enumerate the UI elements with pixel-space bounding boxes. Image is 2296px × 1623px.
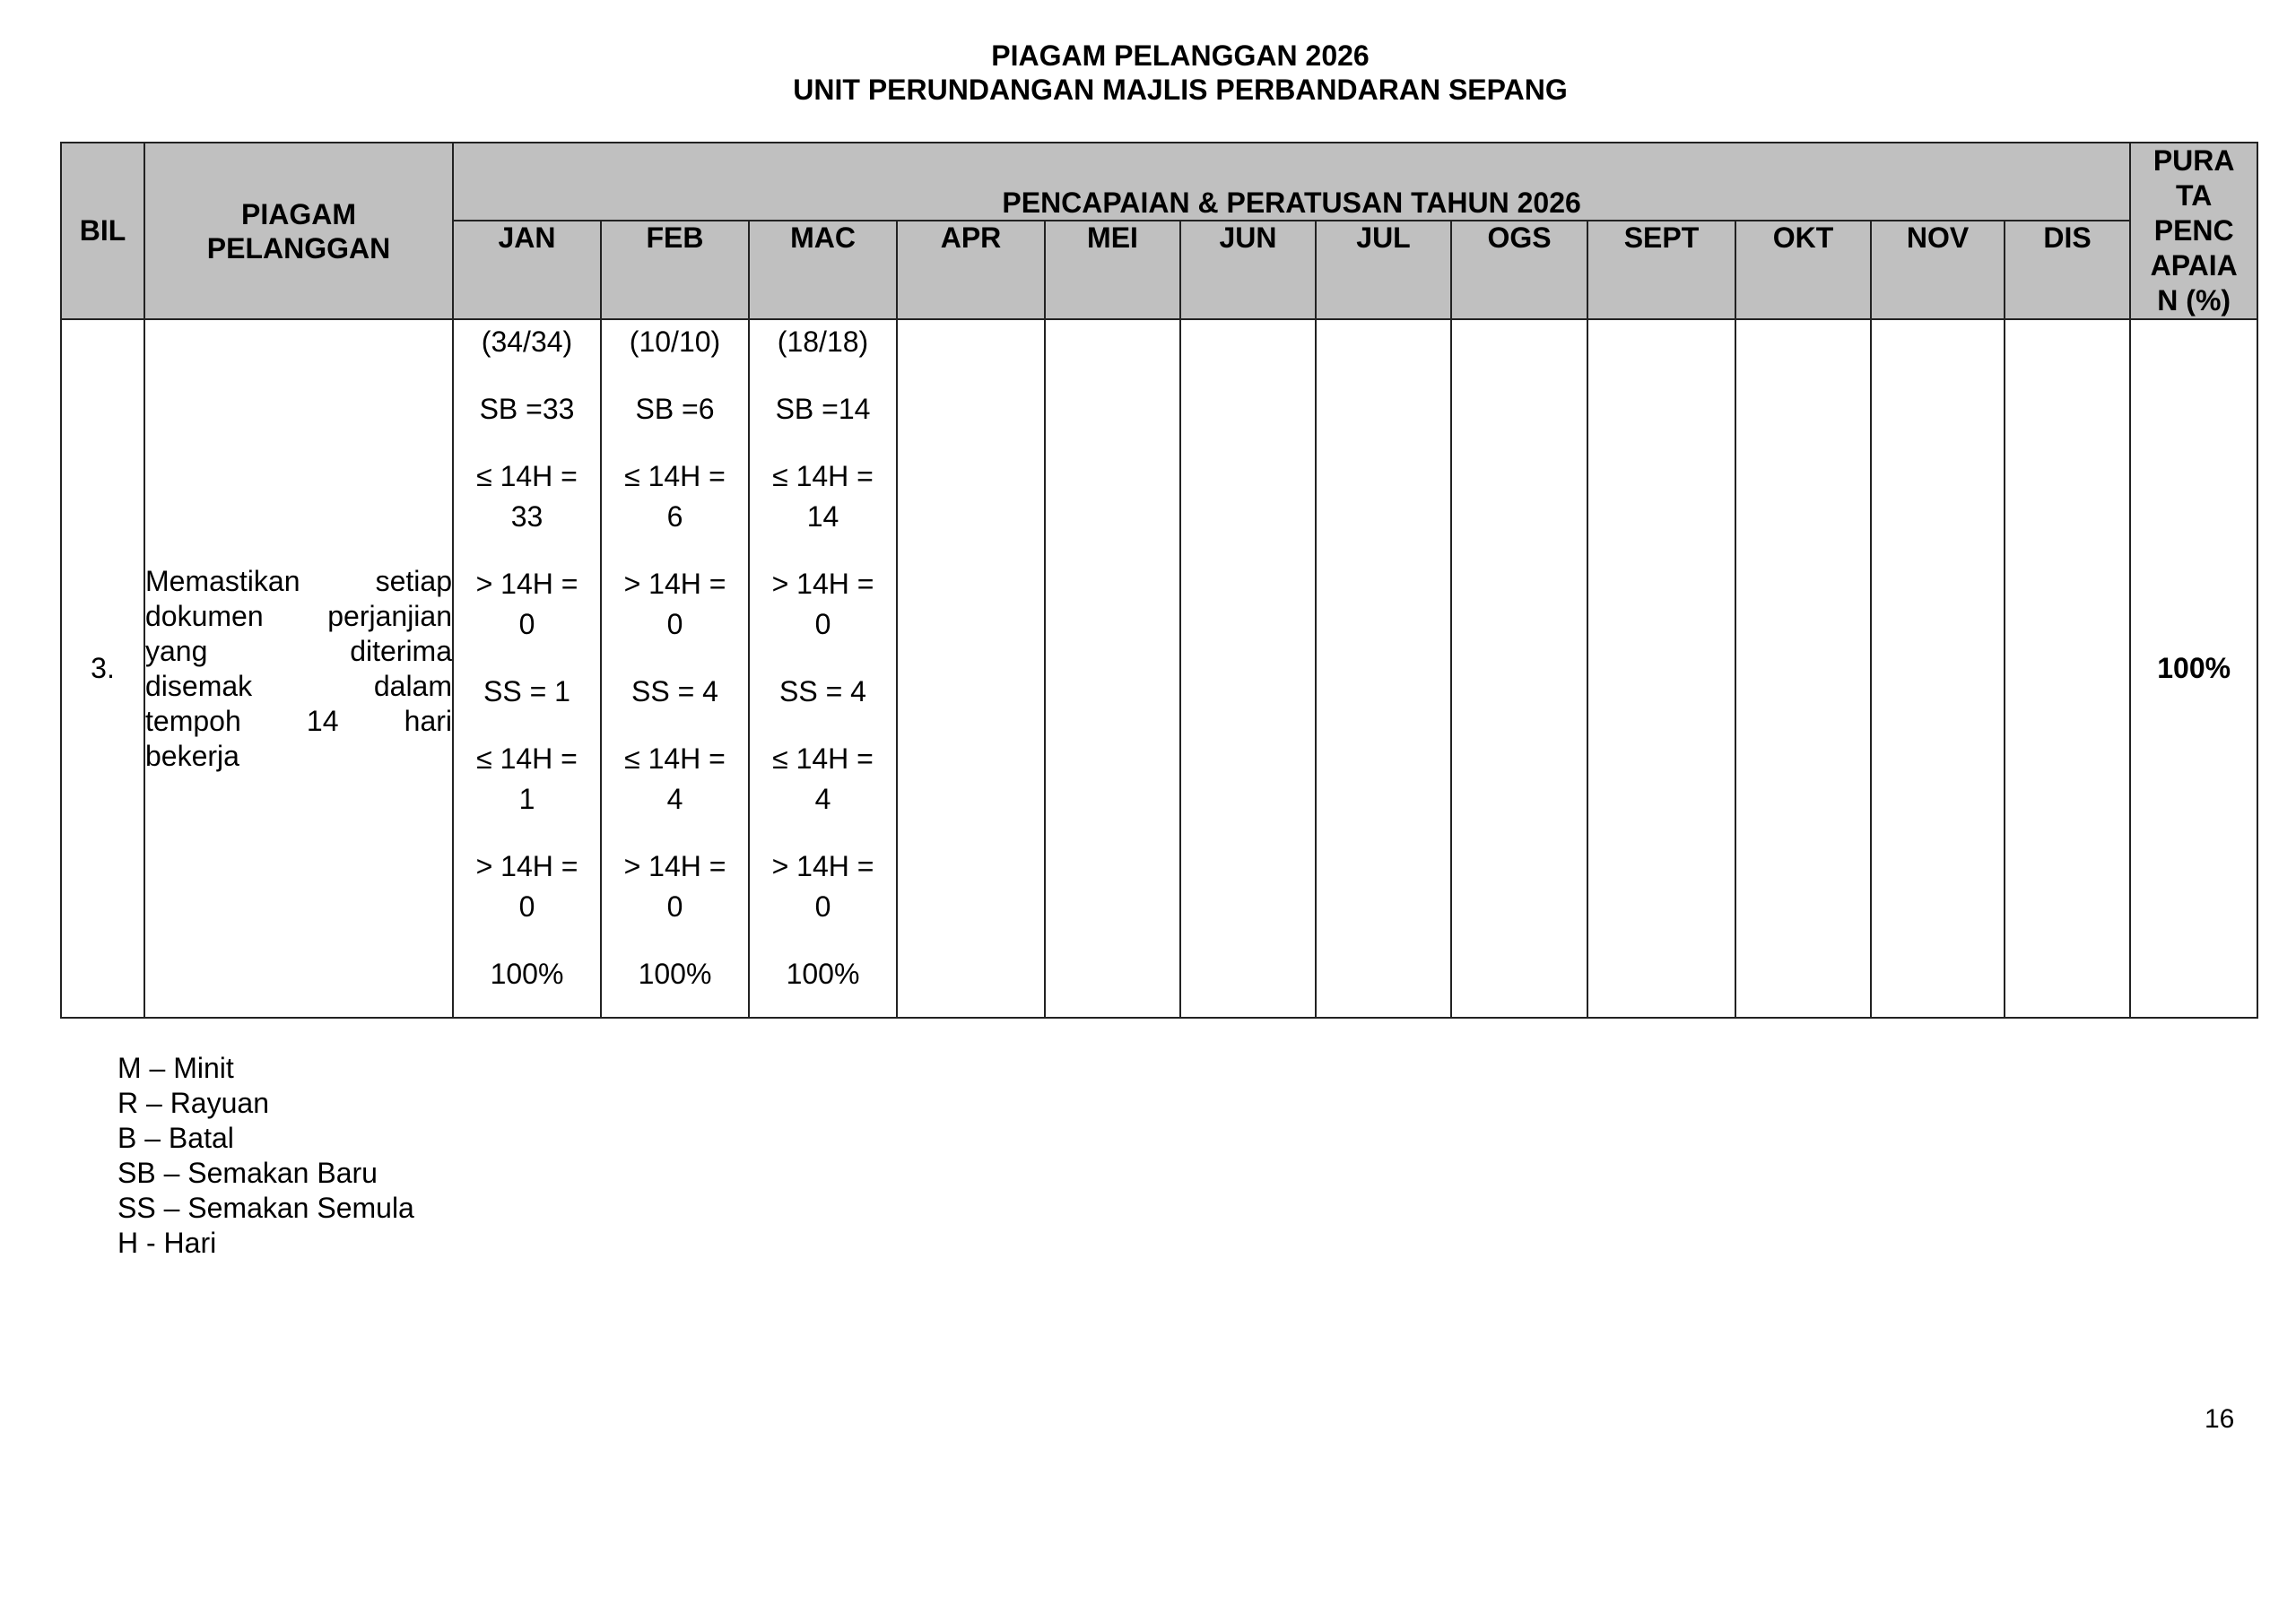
- description-line: [145, 599, 452, 634]
- description-word: setiap: [375, 564, 452, 597]
- month-entry-line: 100%: [786, 958, 860, 990]
- row-bil: 3.: [61, 319, 144, 1018]
- description-line: [145, 634, 452, 669]
- month-entry-line: 4: [814, 783, 831, 815]
- month-entry: [787, 954, 860, 994]
- month-entry: [624, 846, 726, 927]
- description-word: Memastikan: [145, 564, 300, 597]
- month-entry-line: SS = 4: [779, 675, 866, 707]
- month-entry-line: (34/34): [481, 325, 573, 358]
- month-entry-line: > 14H =: [475, 568, 578, 600]
- month-entry-line: ≤ 14H =: [772, 742, 874, 775]
- month-entry-line: SB =33: [479, 393, 575, 425]
- description-word: diterima: [350, 634, 452, 667]
- table-row: [61, 319, 2257, 1018]
- month-entry-line: 33: [510, 500, 544, 533]
- month-entry: [772, 564, 874, 645]
- month-entry-line: 14: [806, 500, 839, 533]
- row-purata-pencapaian: 100%: [2130, 319, 2257, 1018]
- legend: [117, 1051, 414, 1261]
- header-month-jul: JUL: [1316, 221, 1451, 319]
- legend-item: M – Minit: [117, 1052, 234, 1084]
- row-description: [144, 319, 453, 1018]
- month-entry-line: SB =14: [775, 393, 871, 425]
- header-purata-line: N (%): [2157, 284, 2231, 317]
- header-month-mac: MAC: [749, 221, 897, 319]
- header-month-dis: DIS: [2005, 221, 2130, 319]
- document-title: PIAGAM PELANGGAN 2026: [991, 39, 1370, 72]
- month-entry: [624, 739, 726, 820]
- month-entry-line: 4: [666, 783, 683, 815]
- month-entry-line: 1: [518, 783, 535, 815]
- month-cell-feb: [601, 319, 749, 1018]
- month-entry-line: SS = 4: [631, 675, 718, 707]
- description-word: 14: [306, 704, 339, 737]
- month-entry-line: 0: [666, 890, 683, 923]
- month-entry-line: > 14H =: [771, 568, 874, 600]
- month-entry-line: ≤ 14H =: [624, 742, 726, 775]
- header-piagam-pelanggan: [144, 143, 453, 319]
- description-word: tempoh: [145, 704, 241, 737]
- legend-item: SB – Semakan Baru: [117, 1157, 378, 1189]
- header-month-ogs: OGS: [1451, 221, 1587, 319]
- month-entry-line: ≤ 14H =: [624, 460, 726, 492]
- month-entry: [476, 739, 578, 820]
- month-entry: [483, 672, 570, 711]
- month-entry: [491, 954, 564, 994]
- charter-table: [60, 142, 2258, 1019]
- month-entry-line: ≤ 14H =: [476, 460, 578, 492]
- header-purata-line: APAIA: [2150, 249, 2238, 282]
- month-entry-line: > 14H =: [623, 568, 726, 600]
- month-entry-line: 0: [518, 890, 535, 923]
- description-line: [145, 739, 452, 774]
- header-month-mei: MEI: [1045, 221, 1180, 319]
- month-cell-nov: [1871, 319, 2005, 1018]
- month-entry-line: ≤ 14H =: [476, 742, 578, 775]
- page-number: 16: [2205, 1404, 2235, 1434]
- header-month-jan: JAN: [453, 221, 601, 319]
- description-word: hari: [404, 704, 452, 737]
- month-cell-apr: [897, 319, 1045, 1018]
- month-cell-mei: [1045, 319, 1180, 1018]
- description-word: dokumen: [145, 599, 264, 632]
- header-bil: BIL: [61, 143, 144, 319]
- header-month-okt: OKT: [1735, 221, 1871, 319]
- month-entry: [630, 322, 720, 361]
- header-purata-line: TA: [2176, 179, 2213, 212]
- month-entry-line: 0: [666, 608, 683, 640]
- month-entry-line: SB =6: [635, 393, 715, 425]
- month-entry-line: 6: [666, 500, 683, 533]
- month-cell-mac: [749, 319, 897, 1018]
- month-entry-line: > 14H =: [475, 850, 578, 882]
- document-subtitle: UNIT PERUNDANGAN MAJLIS PERBANDARAN SEPANG: [793, 74, 1568, 106]
- header-month-jun: JUN: [1180, 221, 1316, 319]
- description-word: dalam: [373, 669, 452, 702]
- month-entry: [639, 954, 712, 994]
- month-entries: [750, 320, 896, 994]
- header-pencapaian: PENCAPAIAN & PERATUSAN TAHUN 2026: [453, 143, 2130, 221]
- month-entry: [772, 739, 874, 820]
- description-word: disemak: [145, 669, 253, 702]
- month-entry-line: (18/18): [777, 325, 869, 358]
- month-entry-line: ≤ 14H =: [772, 460, 874, 492]
- month-entry: [779, 672, 866, 711]
- month-entry-line: > 14H =: [623, 850, 726, 882]
- month-entry: [778, 322, 868, 361]
- month-entry: [480, 389, 575, 429]
- description-word: perjanjian: [327, 599, 452, 632]
- month-entry: [624, 456, 726, 537]
- month-entry-line: (10/10): [629, 325, 721, 358]
- month-entry-line: 0: [518, 608, 535, 640]
- month-cell-jan: [453, 319, 601, 1018]
- month-entry: [772, 456, 874, 537]
- month-entry: [776, 389, 871, 429]
- description-word: bekerja: [145, 739, 239, 772]
- month-entry: [476, 846, 578, 927]
- legend-item: SS – Semakan Semula: [117, 1192, 414, 1224]
- description-line: [145, 704, 452, 739]
- month-cell-sept: [1587, 319, 1735, 1018]
- month-entry-line: > 14H =: [771, 850, 874, 882]
- month-entries: [454, 320, 600, 994]
- month-cell-ogs: [1451, 319, 1587, 1018]
- header-purata-line: PENC: [2153, 214, 2234, 247]
- month-entry: [476, 564, 578, 645]
- description-line: [145, 564, 452, 599]
- month-entry: [772, 846, 874, 927]
- month-entry-line: 100%: [490, 958, 564, 990]
- header-purata-line: PURA: [2152, 144, 2235, 177]
- month-entry: [482, 322, 572, 361]
- header-month-feb: FEB: [601, 221, 749, 319]
- month-entry: [631, 672, 718, 711]
- month-entry: [476, 456, 578, 537]
- header-month-apr: APR: [897, 221, 1045, 319]
- month-entries: [602, 320, 748, 994]
- header-purata-pencapaian: [2130, 143, 2257, 319]
- header-month-nov: NOV: [1871, 221, 2005, 319]
- header-piagam-line: PIAGAM: [241, 197, 356, 230]
- month-cell-dis: [2005, 319, 2130, 1018]
- description-word: yang: [145, 634, 208, 667]
- month-cell-jul: [1316, 319, 1451, 1018]
- header-piagam-line: PELANGGAN: [206, 231, 391, 265]
- month-entry: [624, 564, 726, 645]
- month-entry-line: SS = 1: [483, 675, 570, 707]
- month-entry-line: 0: [814, 890, 831, 923]
- month-entry-line: 0: [814, 608, 831, 640]
- header-month-sept: SEPT: [1587, 221, 1735, 319]
- description-line: [145, 669, 452, 704]
- legend-item: R – Rayuan: [117, 1087, 269, 1119]
- month-cell-jun: [1180, 319, 1316, 1018]
- month-entry: [635, 389, 714, 429]
- legend-item: H - Hari: [117, 1227, 217, 1259]
- legend-item: B – Batal: [117, 1122, 234, 1154]
- month-entry-line: 100%: [638, 958, 712, 990]
- month-cell-okt: [1735, 319, 1871, 1018]
